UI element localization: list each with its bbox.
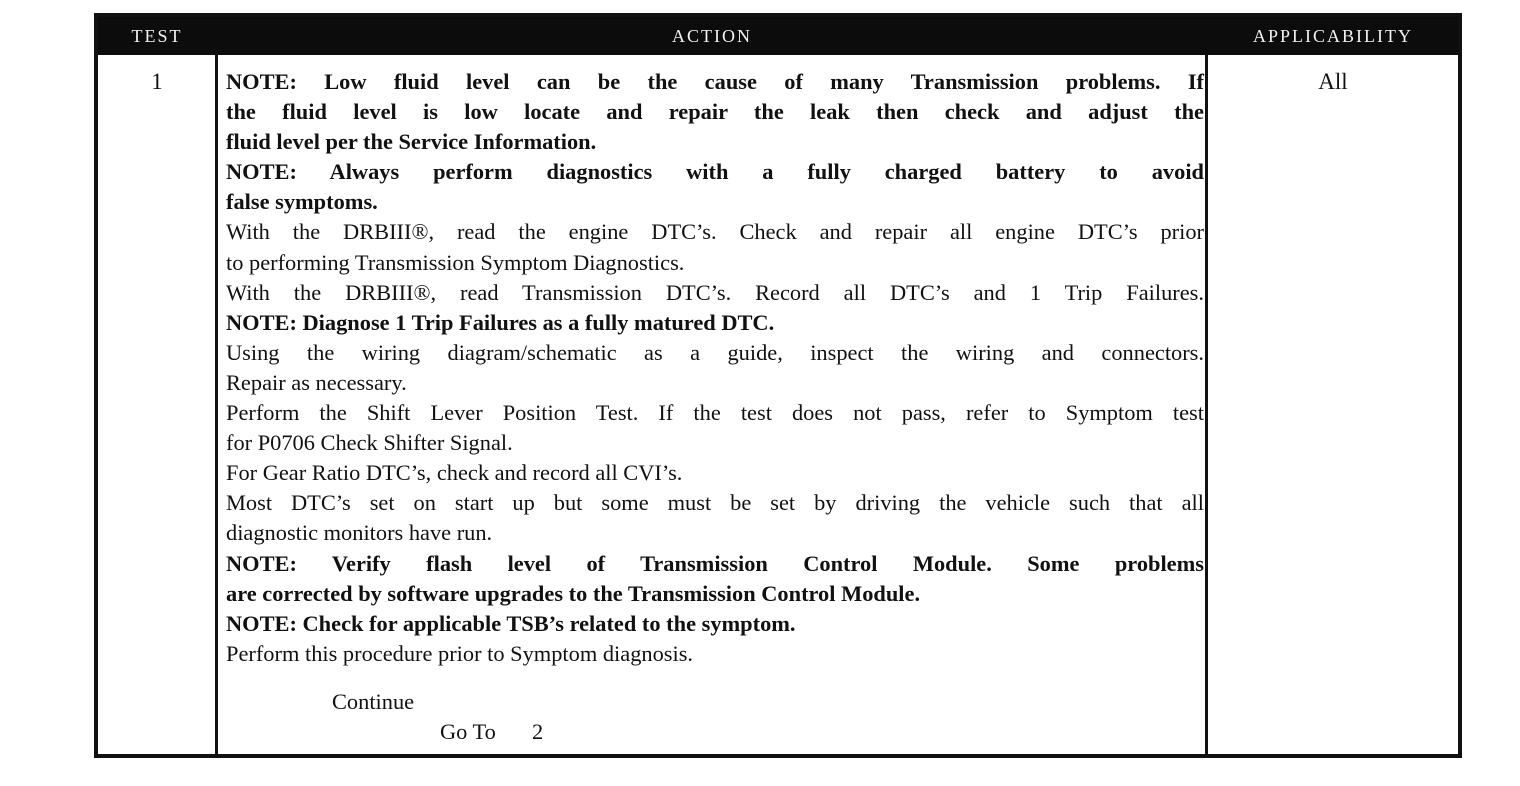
action-line: Perform this procedure prior to Symptom diagnosis. — [226, 640, 694, 666]
action-line: false symptoms. — [226, 189, 378, 215]
action-text-block — [226, 67, 1204, 669]
action-line: to performing Transmission Symptom Diagnostics. — [226, 249, 685, 275]
action-line: NOTE: Verify flash level of Transmission Control Module. Some problems — [226, 550, 1204, 576]
action-line: Perform the Shift Lever Position Test. If the test does not pass, refer to Symptom test — [226, 400, 1204, 426]
continue-label: Continue — [332, 689, 415, 714]
header-test: TEST — [131, 26, 183, 46]
action-line: NOTE: Check for applicable TSB’s related to the symptom. — [226, 610, 796, 636]
action-line: With the DRBIII®, read Transmission DTC’s. Record all DTC’s and 1 Trip Failures. — [226, 279, 1204, 305]
action-line: diagnostic monitors have run. — [226, 520, 493, 546]
action-line: For Gear Ratio DTC’s, check and record all CVI’s. — [226, 460, 683, 486]
column-divider — [1205, 55, 1208, 758]
action-line: the fluid level is low locate and repair the leak then check and adjust the — [226, 99, 1204, 125]
action-line: are corrected by software upgrades to the Transmission Control Module. — [226, 580, 921, 606]
diagnostic-test-table — [94, 13, 1462, 758]
action-line: NOTE: Always perform diagnostics with a fully charged battery to avoid — [226, 159, 1204, 185]
action-line: NOTE: Diagnose 1 Trip Failures as a fully matured DTC. — [226, 309, 775, 335]
header-action: ACTION — [672, 26, 752, 46]
action-line: NOTE: Low fluid level can be the cause of many Transmission problems. If — [226, 69, 1204, 94]
action-line: Repair as necessary. — [226, 369, 407, 395]
action-line: With the DRBIII®, read the engine DTC’s. Check and repair all engine DTC’s prior — [226, 219, 1204, 245]
header-applicability: APPLICABILITY — [1253, 26, 1413, 46]
test-number: 1 — [151, 69, 163, 94]
action-line: for P0706 Check Shifter Signal. — [226, 430, 513, 456]
action-line: fluid level per the Service Information. — [226, 129, 597, 155]
column-divider — [215, 55, 218, 758]
applicability-value: All — [1318, 69, 1348, 94]
table-header-row — [98, 17, 1458, 55]
goto-label: Go To — [440, 719, 496, 744]
goto-target: 2 — [532, 719, 544, 744]
action-line: Most DTC’s set on start up but some must be set by driving the vehicle such that all — [226, 490, 1204, 516]
action-line: Using the wiring diagram/schematic as a guide, inspect the wiring and connectors. — [226, 339, 1204, 365]
